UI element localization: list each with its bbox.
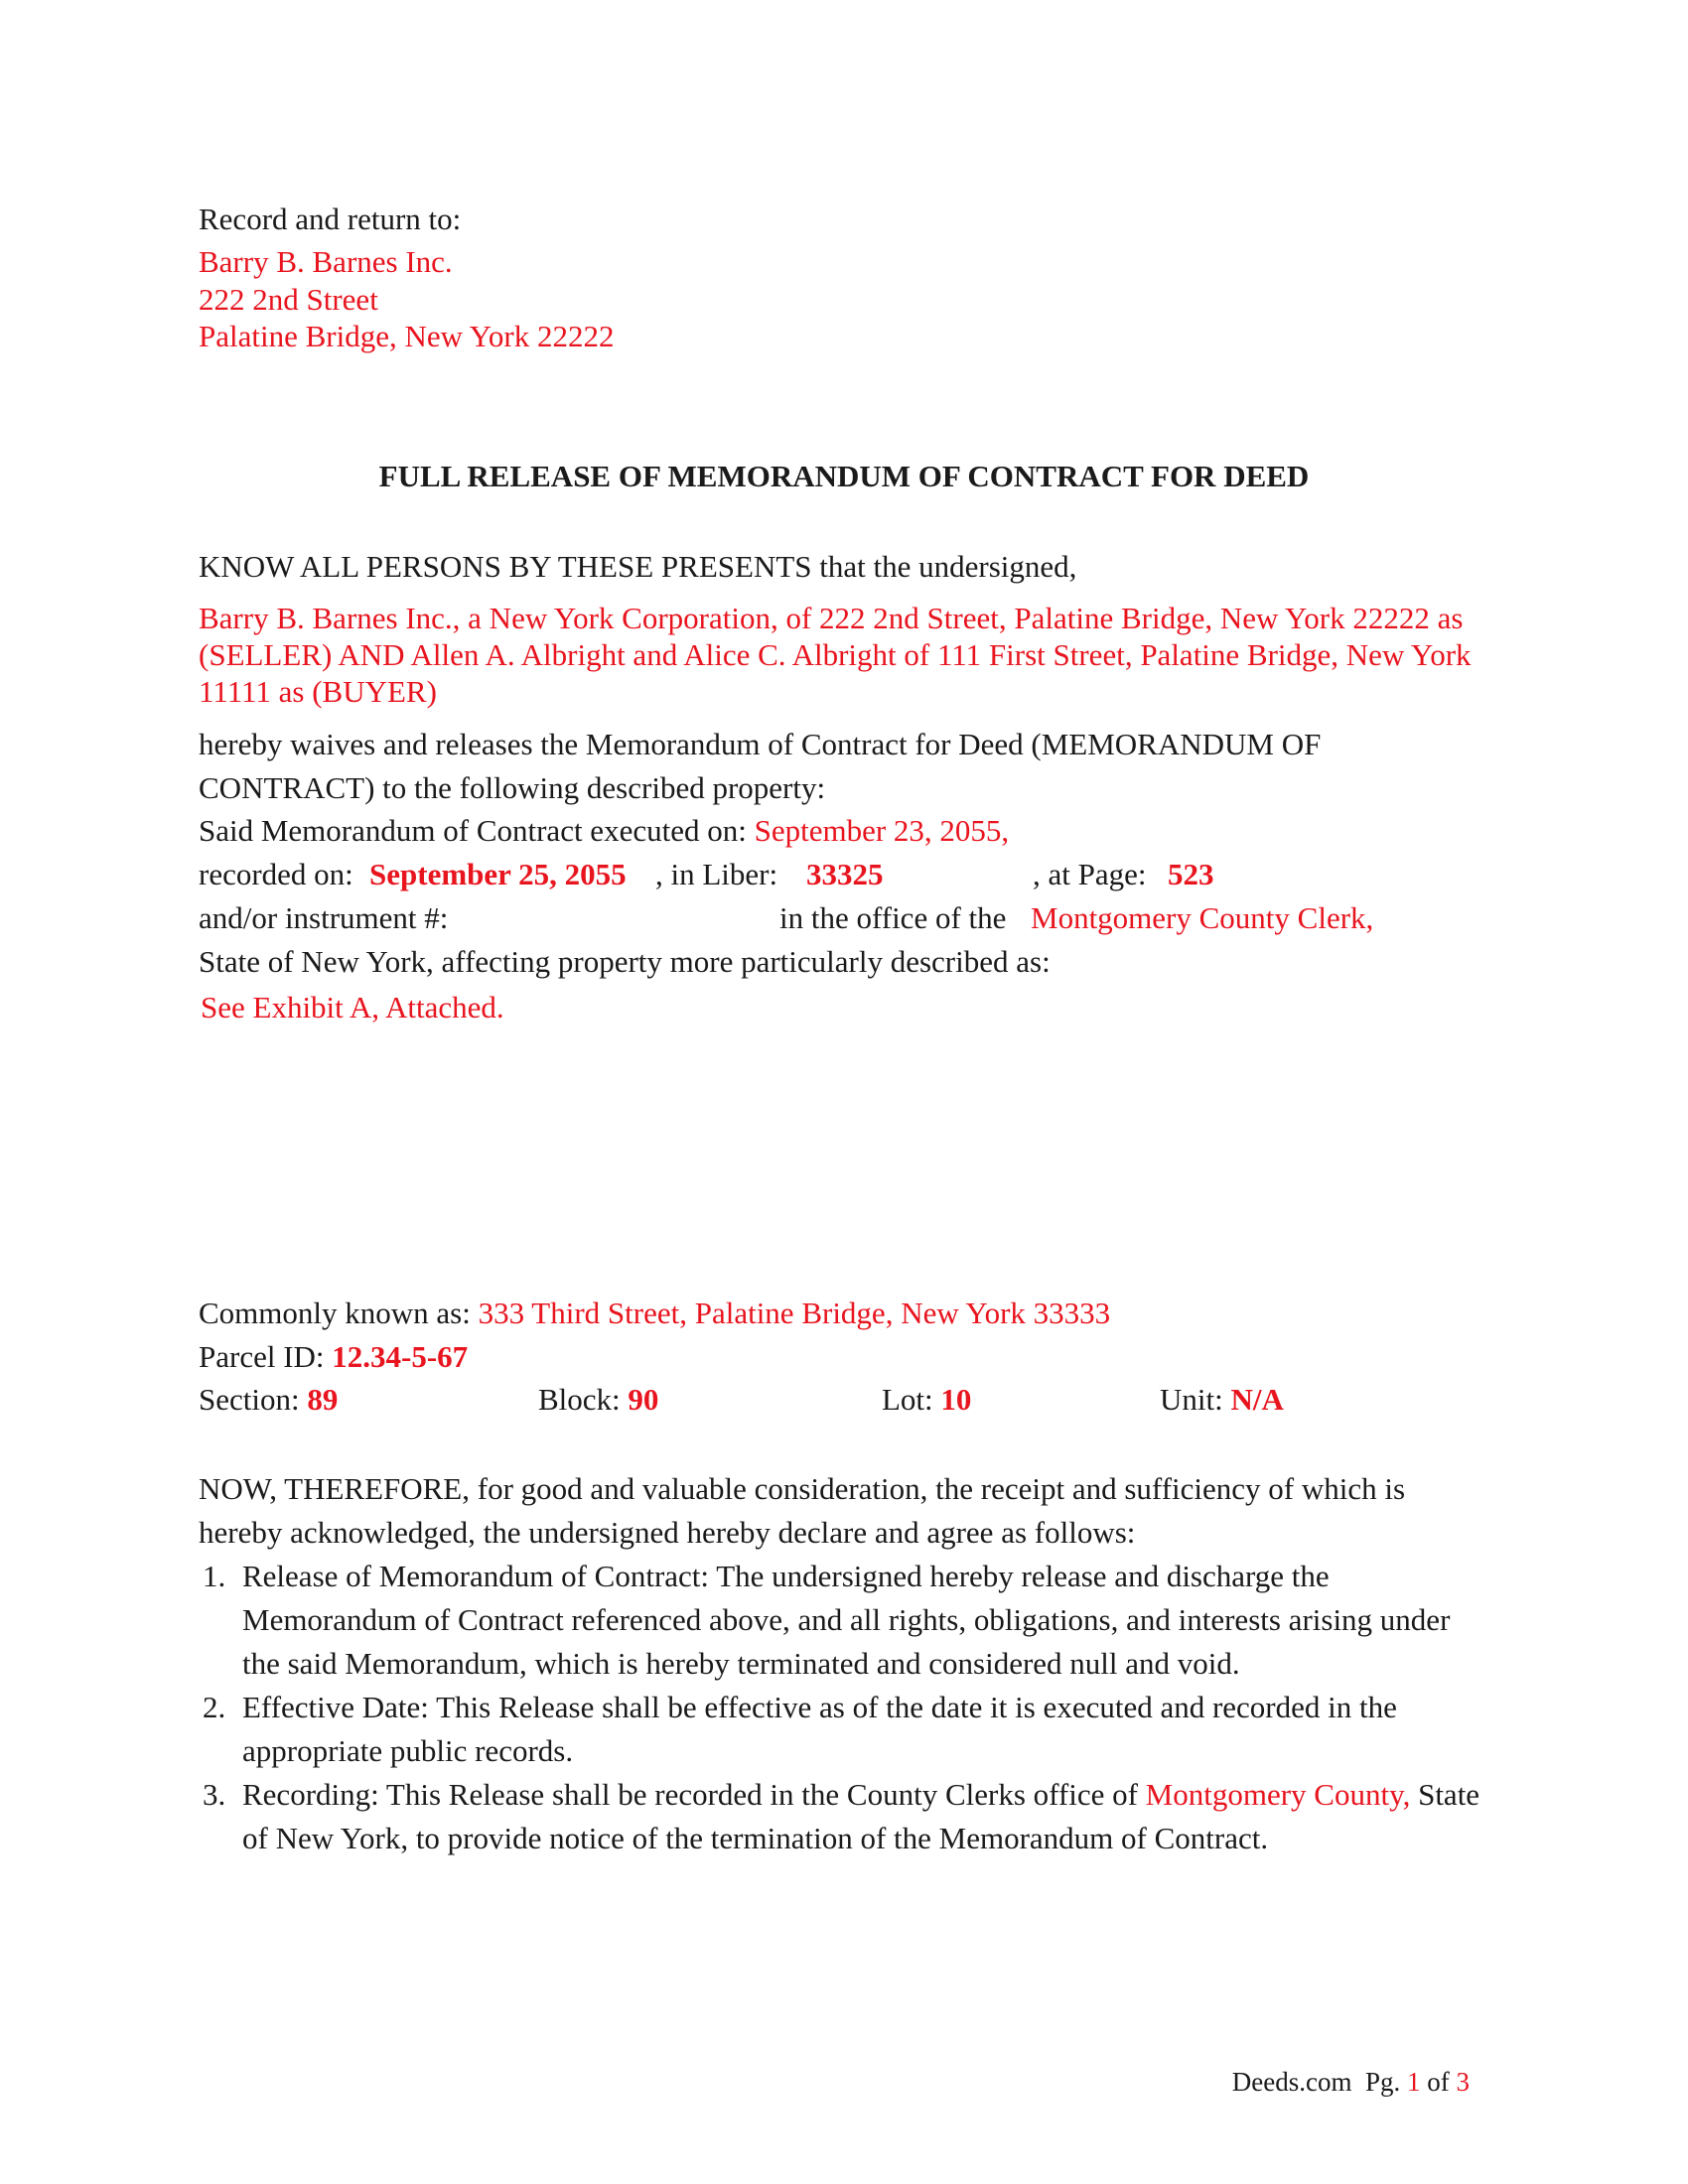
page-label: , at Page: [1033,857,1147,891]
page-footer [1232,2067,1470,2098]
document-title: FULL RELEASE OF MEMORANDUM OF CONTRACT FOR DEED [378,459,1310,493]
recorded-date: September 25, 2055 [369,857,627,891]
recorded-label: recorded on: [199,857,353,891]
block-label: Block: [538,1382,629,1417]
footer-pg-label: Pg. [1364,2067,1401,2097]
state-line: State of New York, affecting property more particularly described as: [199,944,1051,979]
office-label: in the office of the [779,900,1007,935]
clause-text [242,1773,1483,1860]
return-name: Barry B. Barnes Inc. [199,244,453,279]
office-value: Montgomery County Clerk, [1031,900,1374,935]
return-street: 222 2nd Street [199,282,378,317]
liber-value: 33325 [806,857,884,891]
commonly-known-value: 333 Third Street, Palatine Bridge, New York 33333 [478,1296,1111,1330]
section-field [199,1381,338,1418]
clause-number: 3. [203,1777,226,1812]
clause-text: Release of Memorandum of Contract: The undersigned hereby release and discharge the Memorandum of Contract referenced above, and all rights, obligations, and interests arising under the said Memorandum, which is hereby terminated and considered null and void. [242,1559,1451,1681]
clause-1 [203,1555,1493,1686]
executed-date: September 23, 2055, [754,813,1010,848]
clause-text-before: Recording: This Release shall be recorded in the County Clerks office of [242,1777,1146,1812]
section-label: Section: [199,1382,308,1417]
clause-3 [203,1773,1493,1860]
consideration-text: NOW, THEREFORE, for good and valuable consideration, the receipt and sufficiency of which is hereby acknowledged, the undersigned hereby declare and agree as follows: [199,1471,1406,1550]
exhibit-reference: See Exhibit A, Attached. [201,990,504,1024]
unit-label: Unit: [1160,1382,1231,1417]
section-value: 89 [307,1382,339,1417]
waiver-text: hereby waives and releases the Memorandum of Contract for Deed (MEMORANDUM OF CONTRACT) to the following described property: [199,727,1322,805]
executed-label: Said Memorandum of Contract executed on: [199,813,755,848]
clause-number: 2. [203,1690,226,1724]
clause-2 [203,1686,1493,1773]
footer-site: Deeds.com [1231,2067,1352,2097]
return-city: Palatine Bridge, New York 22222 [199,319,615,353]
parcel-label: Parcel ID: [199,1339,333,1374]
lot-value: 10 [940,1382,972,1417]
commonly-known-label: Commonly known as: [199,1296,479,1330]
lot-label: Lot: [882,1382,941,1417]
footer-total-pages: 3 [1456,2067,1470,2097]
executed-line [199,812,1009,849]
block-field [538,1381,658,1418]
clause-number: 1. [203,1559,226,1593]
intro-text: KNOW ALL PERSONS BY THESE PRESENTS that the undersigned, [199,549,1077,584]
footer-page-number: 1 [1407,2067,1421,2097]
lot-field [882,1381,971,1418]
parties-text: Barry B. Barnes Inc., a New York Corporation, of 222 2nd Street, Palatine Bridge, New York 22222 as (SELLER) AND Allen A. Albright and Alice C. Albright of 111 First Street, Palatine Bridge, New York 11111 as (BUYER) [199,601,1472,709]
return-label: Record and return to: [199,202,462,236]
liber-label: , in Liber: [655,857,778,891]
clause-text: Effective Date: This Release shall be effective as of the date it is executed and recorded in the appropriate public records. [242,1690,1397,1768]
commonly-known-line [199,1295,1110,1331]
parcel-line [199,1338,468,1375]
parcel-value: 12.34-5-67 [332,1339,469,1374]
footer-of-label: of [1427,2067,1450,2097]
clause-text-after: State of New York, to provide notice of the termination of the Memorandum of Contract. [242,1777,1480,1855]
unit-field [1160,1381,1284,1418]
page-value: 523 [1168,857,1214,891]
clause-county: Montgomery County, [1145,1777,1411,1812]
instrument-label: and/or instrument #: [199,900,449,935]
unit-value: N/A [1230,1382,1284,1417]
block-value: 90 [628,1382,659,1417]
